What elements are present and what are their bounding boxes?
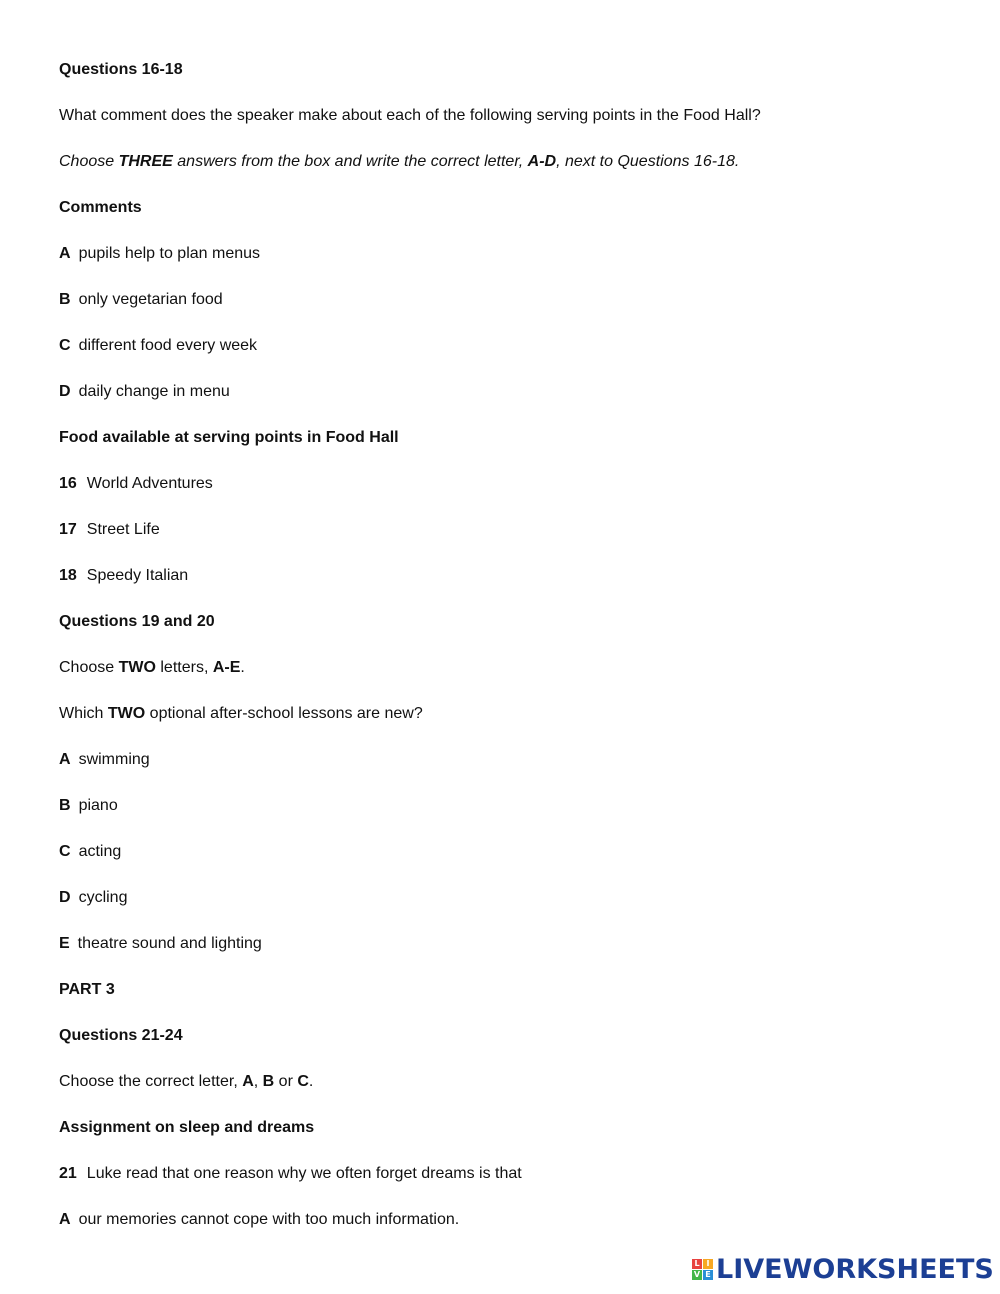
logo-tiles-icon [692, 1259, 713, 1280]
heading-questions-21-24: Questions 21-24 [59, 1027, 183, 1044]
comment-option-d: D daily change in menu [59, 383, 230, 400]
logo-tile: L [692, 1259, 702, 1269]
question-prompt-16-18: What comment does the speaker make about each of the following serving points in the Food Hall? [59, 107, 761, 124]
lesson-option-c: C acting [59, 843, 122, 860]
logo-text: LIVEWORKSHEETS [716, 1253, 994, 1285]
logo-tile: V [693, 1269, 701, 1279]
comment-option-b: B only vegetarian food [59, 291, 223, 308]
lesson-option-b: B piano [59, 797, 118, 814]
comment-option-a: A pupils help to plan menus [59, 245, 261, 262]
logo-tile: E [703, 1270, 713, 1280]
heading-questions-19-20: Questions 19 and 20 [59, 613, 215, 630]
lesson-option-a: A swimming [59, 751, 150, 768]
comment-option-c: C different food every week [59, 337, 258, 354]
question-prompt-19-20: Which TWO optional after-school lessons are new? [59, 705, 423, 722]
lesson-option-d: D cycling [59, 889, 128, 906]
liveworksheets-logo [692, 1254, 994, 1284]
heading-questions-16-18: Questions 16-18 [59, 61, 183, 78]
question-21: 21 Luke read that one reason why we often forget dreams is that [59, 1165, 522, 1182]
part-3-heading: PART 3 [59, 981, 115, 998]
assignment-topic-heading: Assignment on sleep and dreams [59, 1119, 315, 1136]
comments-heading: Comments [59, 199, 142, 216]
instruction-16-18: Choose THREE answers from the box and write the correct letter, A-D, next to Questions 16-18. [59, 153, 740, 170]
instruction-21-24: Choose the correct letter, A, B or C. [59, 1073, 314, 1090]
question-17: 17 Street Life [59, 521, 160, 538]
question-16: 16 World Adventures [59, 475, 213, 492]
question-18: 18 Speedy Italian [59, 567, 189, 584]
logo-tile: I [703, 1259, 713, 1269]
question-21-option-a: A our memories cannot cope with too much information. [59, 1211, 460, 1228]
instruction-19-20: Choose TWO letters, A-E. [59, 659, 245, 676]
lesson-option-e: E theatre sound and lighting [59, 935, 262, 952]
food-hall-heading: Food available at serving points in Food Hall [59, 429, 399, 446]
